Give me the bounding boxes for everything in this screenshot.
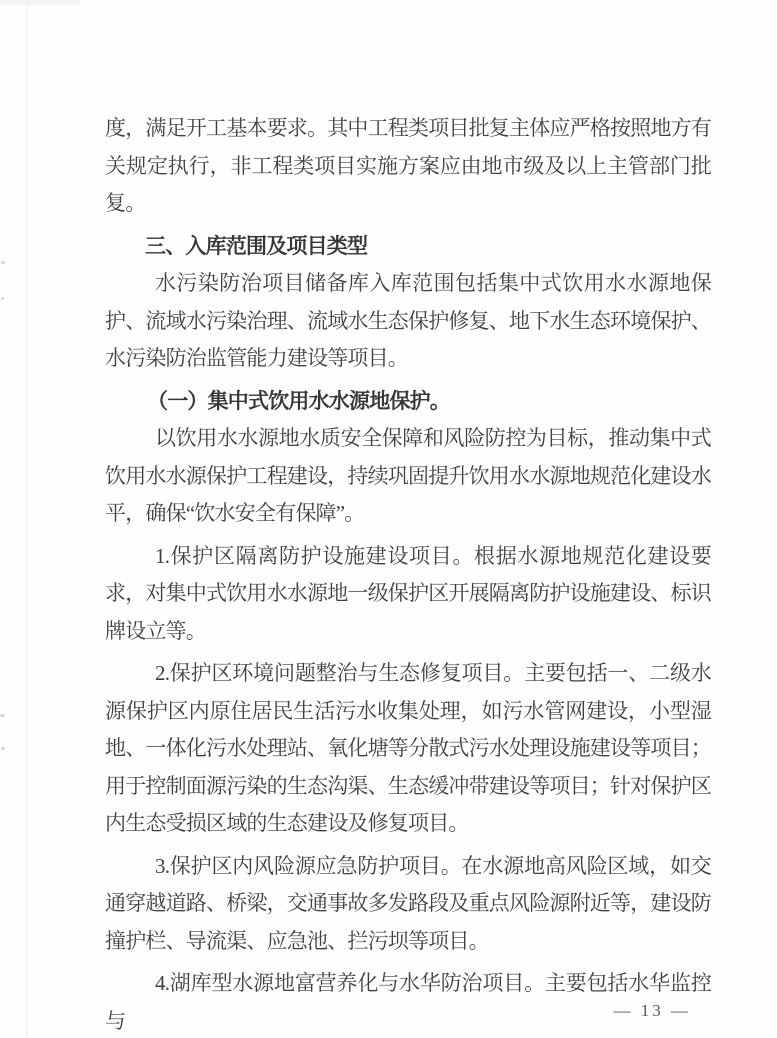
- document-paragraph: 水污染防治项目储备库入库范围包括集中式饮用水水源地保护、流域水污染治理、流域水生态保护修复、地下水生态环境保护、水污染防治监管能力建设等项目。: [105, 271, 711, 370]
- scan-artifact: [1, 297, 4, 300]
- section-heading-1: 三、入库范围及项目类型: [145, 234, 368, 258]
- scan-artifact: [1, 747, 5, 750]
- scan-smudge: [0, 0, 80, 5]
- document-paragraph: 以饮用水水源地水质安全保障和风险防控为目标，推动集中式饮用水水源保护工程建设，持续巩固提升饮用水水源地规范化建设水平，确保“饮水安全有保障”。: [105, 426, 711, 525]
- scan-artifact: [0, 714, 5, 717]
- section-heading-2: （一）集中式饮用水水源地保护。: [147, 388, 450, 413]
- document-paragraph: 度，满足开工基本要求。其中工程类项目批复主体应严格按照地方有关规定执行，非工程类项目实施方案应由地市级及以上主管部门批复。: [105, 116, 711, 215]
- scan-artifact: [1, 261, 5, 264]
- document-body: [105, 110, 711, 1038]
- page-number: — 13 —: [613, 1001, 691, 1020]
- document-paragraph: 2.保护区环境问题整治与生态修复项目。主要包括一、二级水源保护区内原住居民生活污水收集处理，如污水管网建设，小型湿地、一体化污水处理站、氧化塘等分散式污水处理设施建设等项目；用于控制面源污染的生态沟渠、生态缓冲带建设等项目；针对保护区内生态受损区域的生态建设及修复项目。: [105, 661, 711, 835]
- document-paragraph: 3.保护区内风险源应急防护项目。在水源地高风险区域，如交通穿越道路、桥梁，交通事故多发路段及重点风险源附近等，建设防撞护栏、导流渠、应急池、拦污坝等项目。: [105, 853, 711, 953]
- document-paragraph: 4.湖库型水源地富营养化与水华防治项目。主要包括水华监控与: [105, 971, 711, 1033]
- scan-edge-line: [26, 0, 28, 1038]
- document-paragraph: 1.保护区隔离防护设施建设项目。根据水源地规范化建设要求，对集中式饮用水水源地一级保护区开展隔离防护设施建设、标识牌设立等。: [105, 543, 711, 643]
